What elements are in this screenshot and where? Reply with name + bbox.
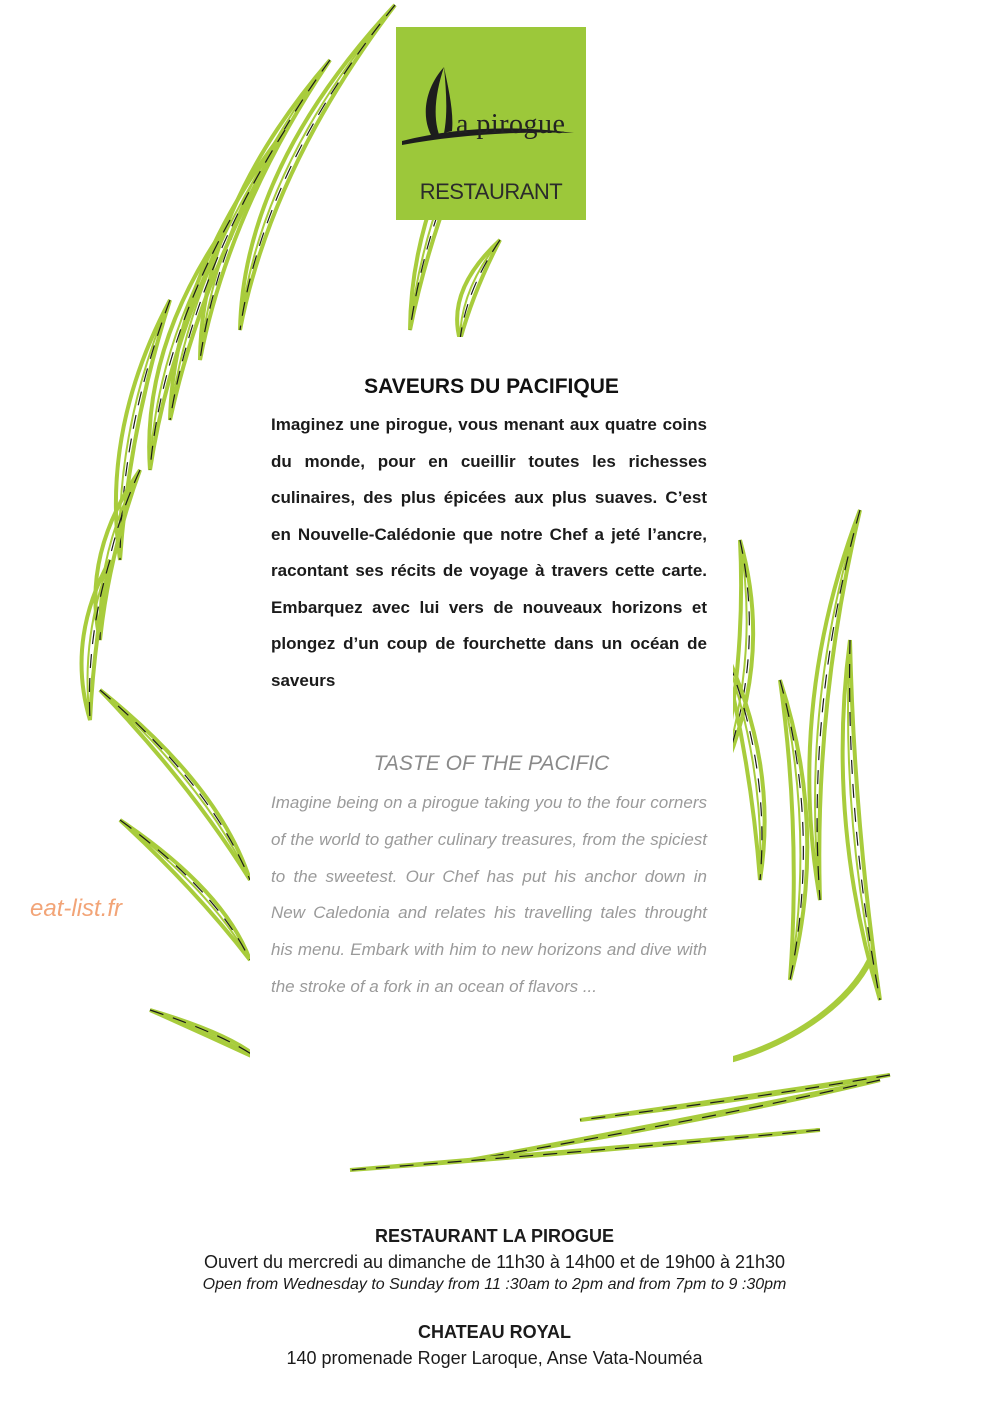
french-title: SAVEURS DU PACIFIQUE xyxy=(364,375,619,398)
footer-hours-fr: Ouvert du mercredi au dimanche de 11h30 à 14h00 et de 19h00 à 21h30 xyxy=(203,1252,786,1272)
restaurant-logo xyxy=(396,27,586,220)
french-description: Imaginez une pirogue, vous menant aux quatre coins du monde, pour en cueillir toutes les richesses culinaires, des plus épicées aux plus suaves. C’est en Nouvelle-Calédonie que notre Chef a jeté l’ancre, racontant ses récits de voyage à travers cette carte. Embarquez avec lui vers de nouveaux horizons et plongez d’un coup de fourchette dans un océan de saveurs xyxy=(271,415,707,690)
logo-name: a pirogue xyxy=(456,109,566,140)
english-title: TASTE OF THE PACIFIC xyxy=(373,752,610,775)
footer-hours-en: Open from Wednesday to Sunday from 11 :30am to 2pm and from 7pm to 9 :30pm xyxy=(202,1276,787,1293)
footer-location-name: CHATEAU ROYAL xyxy=(417,1322,571,1342)
footer-restaurant-name: RESTAURANT LA PIROGUE xyxy=(374,1226,614,1246)
description-card xyxy=(250,337,733,1092)
watermark: eat-list.fr xyxy=(30,895,123,922)
english-description: Imagine being on a pirogue taking you to the four corners of the world to gather culinary treasures, from the spiciest to the sweetest. Our Chef has put his anchor down in New Caledonia and relates his travelling tales throught his menu. Embark with him to new horizons and dive with the stroke of a fork in an ocean of flavors ... xyxy=(271,793,707,996)
footer-address: 140 promenade Roger Laroque, Anse Vata-Nouméa xyxy=(286,1348,703,1368)
logo-subtitle: RESTAURANT xyxy=(419,179,563,204)
